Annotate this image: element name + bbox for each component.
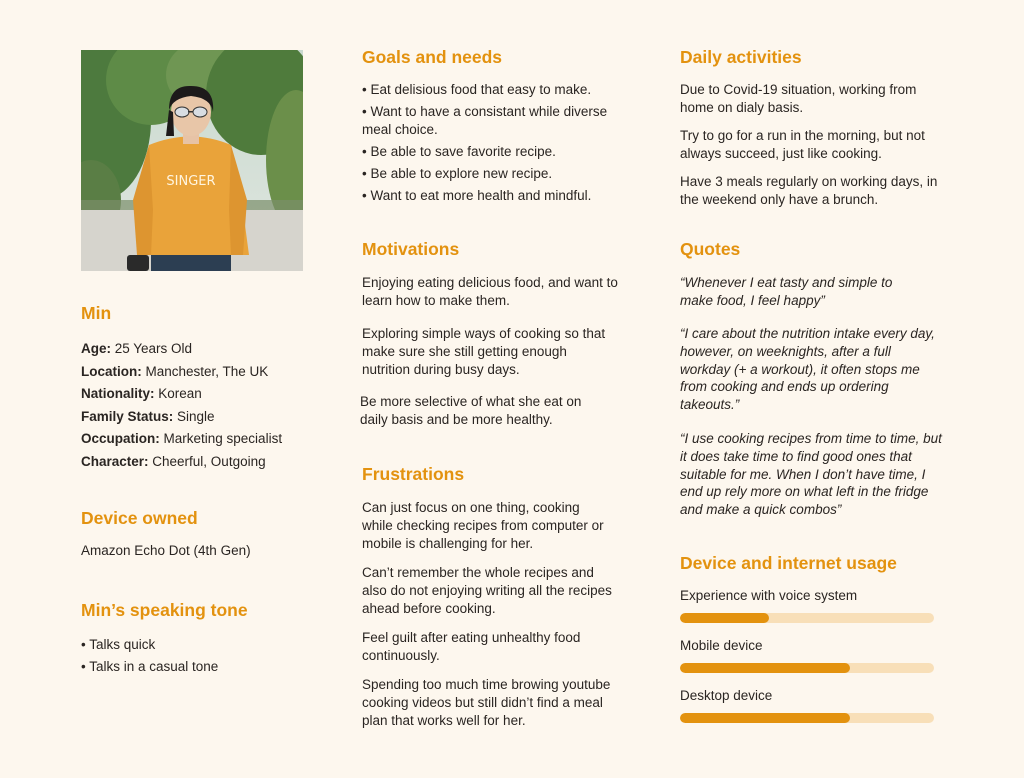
- detail-location: Location: Manchester, The UK: [81, 363, 269, 379]
- detail-character: Character: Cheerful, Outgoing: [81, 453, 266, 469]
- motivation-item: Be more selective of what she eat on daily basis and be more healthy.: [360, 394, 582, 427]
- device-owned-title: Device owned: [81, 508, 198, 528]
- usage-bar-fill: [680, 713, 850, 723]
- usage-bar-track: [680, 663, 934, 673]
- speaking-tone-list: [81, 634, 218, 678]
- usage-bar-label: Experience with voice system: [680, 588, 858, 603]
- usage-bar-track: [680, 713, 934, 723]
- frustration-item: Can just focus on one thing, cooking while checking recipes from computer or mobile is challenging for her.: [362, 500, 604, 551]
- frustration-item: Can’t remember the whole recipes and also do not enjoying writing all the recipes ahead before cooking.: [362, 565, 612, 616]
- list-item: • Eat delisious food that easy to make.: [362, 81, 617, 99]
- detail-nationality: Nationality: Korean: [81, 386, 202, 401]
- frustrations-title: Frustrations: [362, 464, 465, 484]
- daily-activities-title: Daily activities: [680, 47, 802, 67]
- daily-activity-item: Try to go for a run in the morning, but not always succeed, just like cooking.: [680, 128, 925, 161]
- sweater-text: SINGER: [166, 174, 216, 189]
- list-item: • Want to have a consistant while diverse meal choice.: [362, 103, 617, 139]
- frustration-item: Spending too much time browing youtube cooking videos but still didn’t find a meal plan that works well for her.: [362, 677, 611, 728]
- quotes-title: Quotes: [680, 239, 741, 259]
- detail-family-status: Family Status: Single: [81, 408, 215, 424]
- usage-bar-mobile: [680, 637, 934, 673]
- persona-name: Min: [81, 303, 112, 323]
- motivation-item: Exploring simple ways of cooking so that make sure she still getting enough nutrition during busy days.: [362, 326, 606, 377]
- usage-bar-voice: [680, 587, 934, 623]
- motivation-item: Enjoying eating delicious food, and want to learn how to make them.: [362, 275, 618, 308]
- device-owned-value: Amazon Echo Dot (4th Gen): [81, 543, 251, 558]
- daily-activity-item: Due to Covid-19 situation, working from home on dialy basis.: [680, 82, 917, 115]
- list-item: • Be able to save favorite recipe.: [362, 143, 617, 161]
- quote-item: “Whenever I eat tasty and simple to make food, I feel happy”: [680, 275, 893, 308]
- detail-age: Age: 25 Years Old: [81, 341, 193, 356]
- usage-bar-label: Desktop device: [680, 688, 773, 703]
- persona-photo: [81, 50, 303, 271]
- speaking-tone-title: Min’s speaking tone: [81, 600, 248, 620]
- usage-bar-label: Mobile device: [680, 638, 763, 653]
- usage-bar-track: [680, 613, 934, 623]
- motivations-title: Motivations: [362, 239, 460, 259]
- goals-title: Goals and needs: [362, 47, 503, 67]
- quote-item: “I care about the nutrition intake every day, however, on weeknights, after a full workday (+ a workout), it often stops me from cooking and ends up ordering takeouts.”: [680, 326, 935, 413]
- list-item: • Be able to explore new recipe.: [362, 165, 617, 183]
- goals-list: [362, 81, 617, 205]
- usage-bar-fill: [680, 663, 850, 673]
- list-item: • Talks in a casual tone: [81, 656, 218, 678]
- usage-bar-fill: [680, 613, 769, 623]
- list-item: • Talks quick: [81, 634, 218, 656]
- device-usage-title: Device and internet usage: [680, 553, 897, 573]
- daily-activity-item: Have 3 meals regularly on working days, in the weekend only have a brunch.: [680, 174, 938, 207]
- usage-bar-desktop: [680, 687, 934, 723]
- profile-details: [81, 338, 321, 473]
- quote-item: “I use cooking recipes from time to time, but it does take time to find good ones that suitable for me. When I don’t have time, I end up rely more on what left in the fridge and make a quick combos”: [680, 431, 942, 518]
- list-item: • Want to eat more health and mindful.: [362, 187, 617, 205]
- detail-occupation: Occupation: Marketing specialist: [81, 431, 283, 446]
- frustration-item: Feel guilt after eating unhealthy food continuously.: [362, 630, 581, 663]
